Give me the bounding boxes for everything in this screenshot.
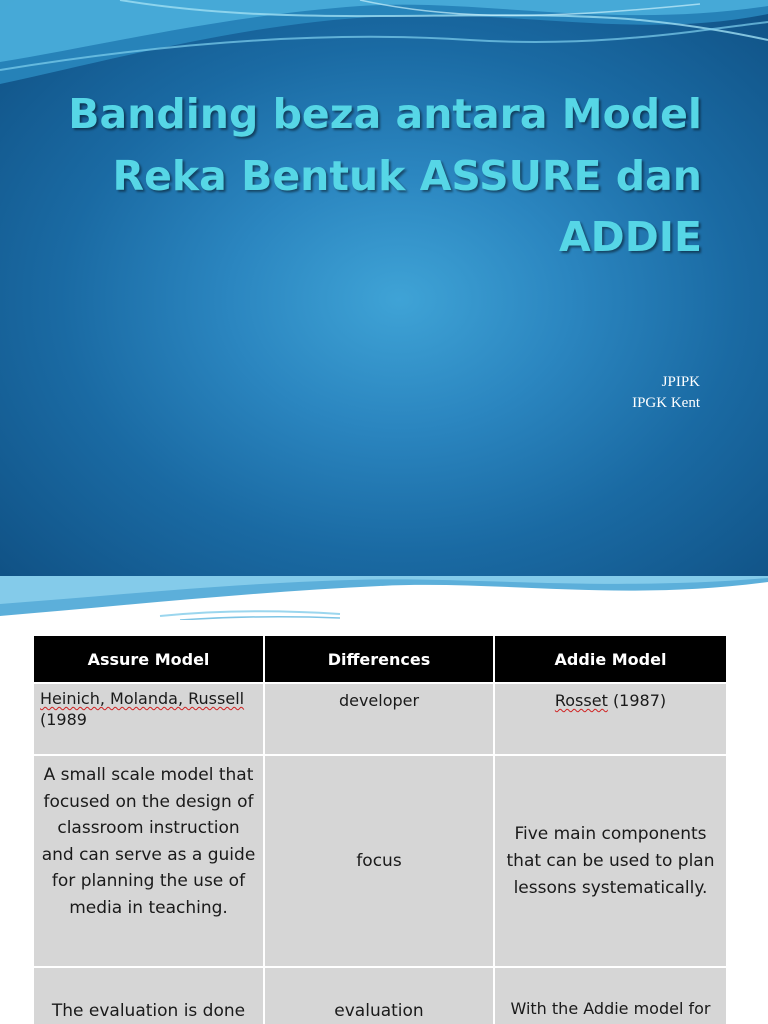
table-row bbox=[34, 683, 726, 755]
addie-focus: Five main components that can be used to plan lessons systematically. bbox=[506, 823, 715, 898]
assure-developer-cell bbox=[34, 683, 264, 755]
difference-focus-cell bbox=[264, 755, 494, 967]
addie-evaluation-cell bbox=[494, 967, 726, 1024]
comparison-table bbox=[34, 636, 726, 1024]
title-line-1: Banding beza antara Model bbox=[68, 90, 702, 138]
slide-gap bbox=[0, 576, 768, 620]
difference-developer: developer bbox=[338, 691, 420, 710]
subtitle-line-1: JPIPK bbox=[661, 374, 700, 390]
header-addie-model: Addie Model bbox=[494, 636, 726, 683]
assure-developer-year: (1989 bbox=[40, 710, 87, 729]
assure-focus: A small scale model that focused on the design of classroom instruction and can serve as a guide for planning the use of media in teaching. bbox=[41, 765, 256, 918]
comparison-slide bbox=[26, 620, 768, 1024]
table-header-row bbox=[34, 636, 726, 683]
comparison-table-wrapper bbox=[34, 636, 726, 1024]
assure-developer-names: Heinich, Molanda, Russell bbox=[40, 689, 245, 708]
subtitle-line-2: IPGK Kent bbox=[632, 395, 700, 411]
addie-evaluation: With the Addie model for bbox=[510, 999, 711, 1018]
slide-title bbox=[62, 84, 702, 269]
assure-focus-cell bbox=[34, 755, 264, 967]
difference-developer-cell bbox=[264, 683, 494, 755]
addie-developer-name: Rosset bbox=[554, 691, 608, 710]
addie-focus-cell bbox=[494, 755, 726, 967]
addie-developer-year: (1987) bbox=[612, 691, 667, 710]
addie-developer-cell bbox=[494, 683, 726, 755]
title-line-3: ADDIE bbox=[558, 213, 702, 261]
difference-focus: focus bbox=[356, 850, 402, 871]
table-row bbox=[34, 967, 726, 1024]
difference-evaluation: evaluation bbox=[334, 1001, 424, 1021]
difference-evaluation-cell bbox=[264, 967, 494, 1024]
header-assure-model: Assure Model bbox=[34, 636, 264, 683]
gap-wave-decoration bbox=[0, 576, 768, 620]
title-line-2: Reka Bentuk ASSURE dan bbox=[112, 151, 702, 200]
table-row bbox=[34, 755, 726, 967]
assure-evaluation-cell bbox=[34, 967, 264, 1024]
slide-subtitle bbox=[632, 372, 700, 414]
header-differences: Differences bbox=[264, 636, 494, 683]
assure-evaluation: The evaluation is done bbox=[51, 1001, 246, 1021]
